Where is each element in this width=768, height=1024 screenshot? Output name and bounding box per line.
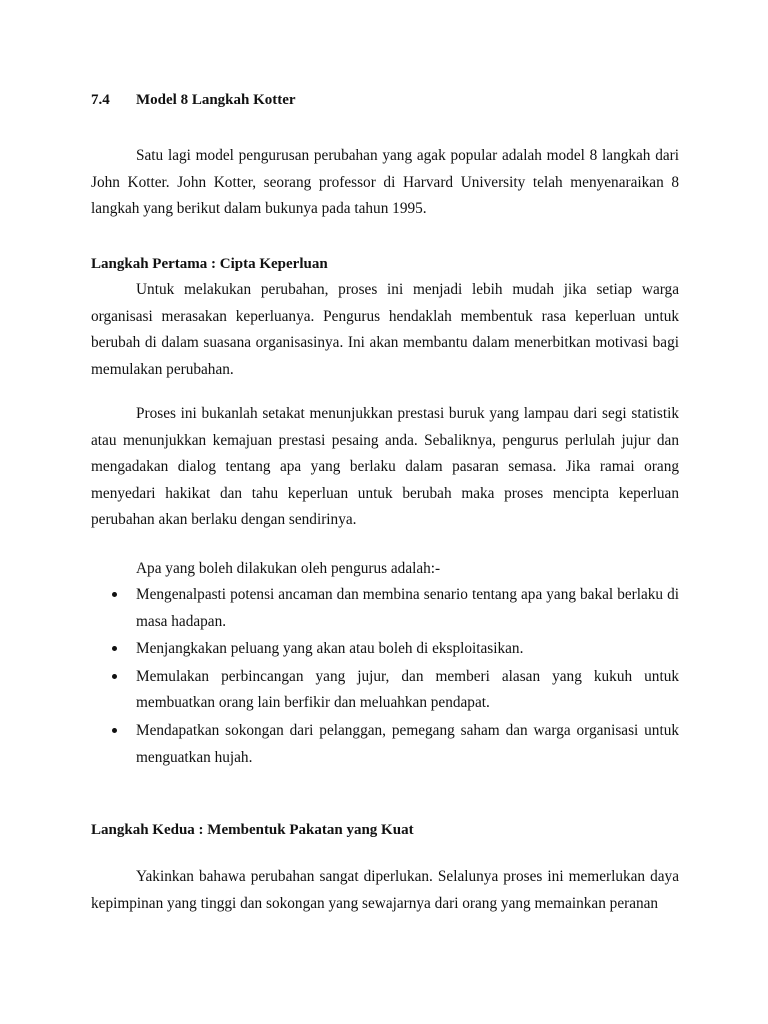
list-item xyxy=(91,582,679,635)
step1-bullet-list xyxy=(91,582,679,771)
bullet-icon xyxy=(112,592,117,597)
list-item-text: Menjangkakan peluang yang akan atau boleh di eksploitasikan. xyxy=(136,640,524,658)
list-item xyxy=(91,636,679,663)
list-item-text: Mendapatkan sokongan dari pelanggan, pemegang saham dan warga organisasi untuk menguatkan hujah. xyxy=(136,721,679,766)
list-item-text: Memulakan perbincangan yang jujur, dan memberi alasan yang kukuh untuk membuatkan orang lain berfikir dan meluahkan pendapat. xyxy=(136,667,679,712)
step2-paragraph-1: Yakinkan bahawa perubahan sangat diperlukan. Selalunya proses ini memerlukan daya kepimpinan yang tinggi dan sokongan yang sewajarnya dari orang yang memainkan peranan xyxy=(91,868,679,912)
intro-paragraph: Satu lagi model pengurusan perubahan yang agak popular adalah model 8 langkah dari John Kotter. John Kotter, seorang professor di Harvard University telah menyenaraikan 8 langkah yang berikut dalam bukunya pada tahun 1995. xyxy=(91,147,679,218)
step2-heading: Langkah Kedua : Membentuk Pakatan yang Kuat xyxy=(91,822,414,838)
section-number: 7.4 xyxy=(91,92,110,108)
list-item-text: Mengenalpasti potensi ancaman dan membina senario tentang apa yang bakal berlaku di masa hadapan. xyxy=(136,586,679,630)
step1-paragraph-2: Proses ini bukanlah setakat menunjukkan prestasi buruk yang lampau dari segi statistik atau menunjukkan kemajuan prestasi pesaing anda. Sebaliknya, pengurus perlulah jujur dan mengadakan dialog tentang apa yang berlaku dalam pasaran semasa. Jika ramai orang menyedari hakikat dan tahu keperluan untuk berubah maka proses mencipta keperluan perubahan akan berlaku dengan sendirinya. xyxy=(91,405,679,529)
step1-paragraph-1: Untuk melakukan perubahan, proses ini menjadi lebih mudah jika setiap warga organisasi merasakan keperluanya. Pengurus hendaklah membentuk rasa keperluan untuk berubah di dalam suasana organisasinya. Ini akan membantu dalam menerbitkan motivasi bagi memulakan perubahan. xyxy=(91,281,679,378)
section-title: Model 8 Langkah Kotter xyxy=(136,92,296,108)
step1-heading: Langkah Pertama : Cipta Keperluan xyxy=(91,256,328,272)
bullet-icon xyxy=(112,674,117,679)
bullet-icon xyxy=(112,728,117,733)
list-item xyxy=(91,664,679,717)
section-heading xyxy=(91,92,296,109)
step1-list-intro: Apa yang boleh dilakukan oleh pengurus adalah:- xyxy=(136,560,441,577)
bullet-icon xyxy=(112,646,117,651)
list-item xyxy=(91,718,679,771)
